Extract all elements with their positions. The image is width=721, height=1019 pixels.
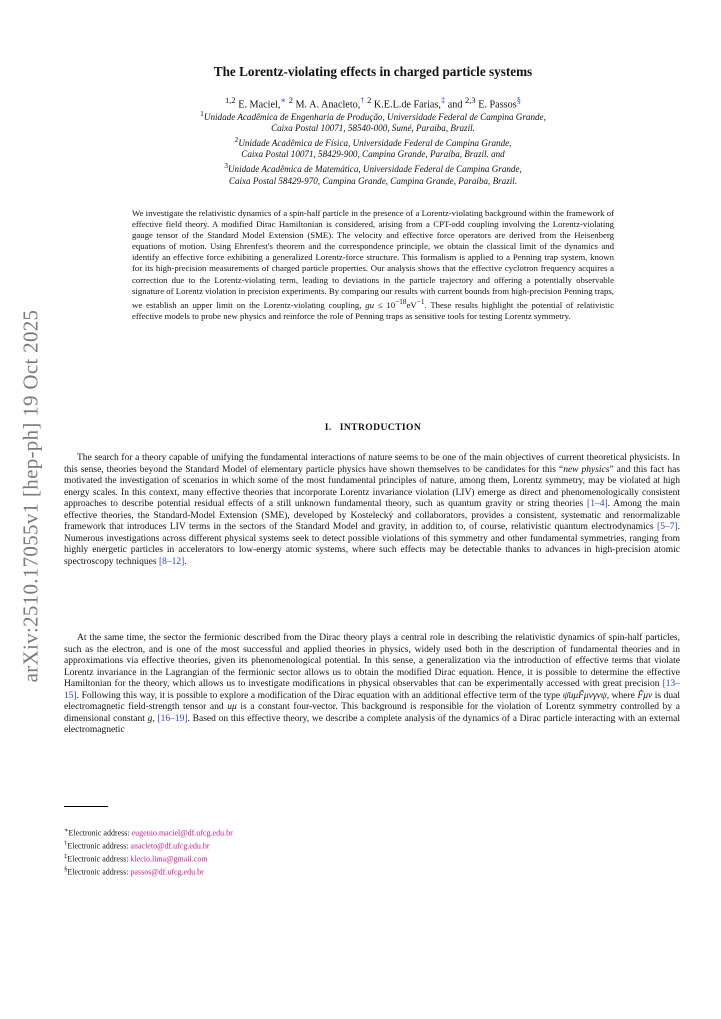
math-term: uμ bbox=[227, 702, 237, 713]
affil-sup: 2,3 bbox=[465, 95, 476, 105]
math-coupling: gu bbox=[365, 299, 374, 310]
footnote-rule bbox=[64, 806, 108, 807]
citation-link[interactable]: [1–4] bbox=[587, 499, 608, 510]
intro-paragraph-1: The search for a theory capable of unifying the fundamental interactions of nature seems to be one of the main objectives of current theoretical physicists. In this sense, theories beyond the Standard Model of elementary particle physics have shown themselves to be candidates for this “new physics” and this fact has motivated the investigation of scenarios in which some of the most fundamental principles of nature, among them, Lorentz symmetry, may be violated at high energy scales. In this context, many effective theories that incorporate Lorentz invariance violation (LIV) emerge as direct and phenomenologically consistent approaches to describe potential residual effects of a still unknown fundamental theory, such as quantum gravity or string theories [1–4]. Among the main effective theories, the Standard-Model Extension (SME), developed by Kostelecký and collaborators, provides a consistent, systematic and renormalizable framework that introduces LIV terms in the sectors of the Standard Model and gravity, in addition to, of course, relativistic quantum electrodynamics [5–7]. Numerous investigations across different physical systems seek to detect possible violations of this symmetry and other fundamental symmetries, ranging from highly energetic particles in accelerators to low-energy atomic systems, where such effects may be detectable thanks to advances in high-precision atomic spectroscopy techniques [8–12]. bbox=[64, 453, 680, 567]
affiliations bbox=[110, 108, 636, 187]
footnote-link[interactable]: † bbox=[360, 95, 365, 105]
affiliation-address: Caixa Postal 10071, 58540-000, Sumé, Paraíba, Brazil. bbox=[271, 123, 475, 134]
email-link[interactable]: eugenio.maciel@df.ufcg.edu.br bbox=[131, 828, 233, 838]
footnote: †Electronic address: anacleto@df.ufcg.edu.br bbox=[64, 839, 210, 851]
citation-link[interactable]: [16–19] bbox=[157, 713, 188, 724]
abstract: We investigate the relativistic dynamics of a spin-half particle in the presence of a Lorentz-violating background within the framework of effective field theory. A modified Dirac Hamiltonian is considered, arising from a CPT-odd coupling involving the Lorentz-violating gauge tensor of the Standard Model Extension (SME). The velocity and effective force operators are derived from the Heisenberg equations of motion. Using Ehrenfest's theorem and the correspondence principle, we obtain the classical limit of the dynamics and identify an effective force exhibiting a generalized Lorentz-force structure. This formalism is applied to a Penning trap system, known for its high-precision measurements of charged particle properties. Our analysis shows that the effective cyclotron frequency acquires a correction due to the Lorentz-violating term, leading to deviations in the particle trajectory and offering a potentially observable signature of Lorentz violation in precision experiments. By comparing our results with current bounds from high-precision Penning traps, we establish an upper limit on the Lorentz-violating coupling, gu ≤ $10^{-18}eV^{-1}$. These results highlight the potential of relativistic effective models to probe new physics and reinforce the role of Penning traps as sensitive tools for testing Lorentz symmetry. bbox=[132, 208, 614, 321]
and-word: and bbox=[447, 99, 463, 111]
author-name: K.E.L.de Farias, bbox=[373, 99, 441, 111]
math-term: ψ̄uμF̃μνγνψ bbox=[562, 690, 607, 701]
section-heading bbox=[90, 422, 656, 433]
citation-link[interactable]: [13–15] bbox=[64, 679, 680, 701]
math-term: F̃μν bbox=[637, 690, 653, 701]
footnote: §Electronic address: passos@df.ufcg.edu.br bbox=[64, 865, 204, 877]
affiliation: $^2$Unidade Acadêmica de Física, Universidade Federal de Campina Grande, bbox=[234, 135, 512, 149]
math-term: g bbox=[147, 713, 153, 724]
section-number: I. bbox=[324, 422, 332, 433]
author-name: E. Passos bbox=[478, 99, 517, 111]
footnote-link[interactable]: § bbox=[516, 95, 521, 105]
affiliation: $^1$Unidade Acadêmica de Engenharia de Produção, Universidade Federal de Campina Grande, bbox=[200, 109, 546, 123]
arxiv-identifier: arXiv:2510.17055v1 [hep-ph] 19 Oct 2025 bbox=[18, 309, 43, 683]
affil-sup: 2 bbox=[367, 95, 372, 105]
affil-sup: 1,2 bbox=[225, 95, 236, 105]
footnote-link[interactable]: ∗ bbox=[280, 95, 287, 105]
intro-paragraph-2: At the same time, the sector the fermionic described from the Dirac theory plays a central role in describing the relativistic dynamics of spin-half particles, such as the electron, and is one of the most successful and applied theories in physics, widely used both in the description of fundamental theories and in approximations via effective theories, given its phenomenological potential. In this sense, a generalization via the introduction of effective terms that violate Lorentz invariance in the Lagrangian of the fermionic sector allows us to obtain the modified Dirac equation. Hence, it is possible to determine the effective Hamiltonian for the theory, which allows us to investigate modifications in physical observables that can be experimentally accessed with great precision [13–15]. Following this way, it is possible to explore a modification of the Dirac equation with an additional effective term of the type ψ̄uμF̃μνγνψ, where F̃μν is dual electromagnetic field-strength tensor and uμ is a constant four-vector. This background is responsible for the violation of Lorentz symmetry controlled by a dimensional constant g, [16–19]. Based on this effective theory, we describe a complete analysis of the dynamics of a Dirac particle interacting with an external electromagnetic bbox=[64, 633, 681, 736]
author-name: M. A. Anacleto, bbox=[295, 99, 361, 111]
footnotes bbox=[64, 826, 233, 878]
paper-title: The Lorentz-violating effects in charged particle systems bbox=[213, 64, 533, 79]
section-title: INTRODUCTION bbox=[339, 422, 422, 433]
arxiv-sidebar-stamp bbox=[14, 296, 48, 696]
footnote-link[interactable]: ‡ bbox=[440, 95, 446, 105]
affiliation: $^3$Unidade Acadêmica de Matemática, Universidade Federal de Campina Grande, bbox=[224, 161, 522, 175]
affiliation-address: Caixa Postal 10071, 58429-900, Campina Grande, Paraíba, Brazil. and bbox=[241, 149, 505, 160]
footnote: ‡Electronic address: klecio.lima@gmail.com bbox=[64, 852, 208, 864]
citation-link[interactable]: [5–7] bbox=[657, 522, 678, 533]
affiliation-address: Caixa Postal 58429-970, Campina Grande, Campina Grande, Paraíba, Brazil. bbox=[228, 175, 518, 186]
citation-link[interactable]: [8–12] bbox=[158, 556, 185, 567]
email-link[interactable]: anacleto@df.ufcg.edu.br bbox=[130, 841, 210, 851]
email-link[interactable]: klecio.lima@gmail.com bbox=[130, 854, 208, 864]
emphasis: new physics bbox=[563, 464, 610, 475]
email-link[interactable]: passos@df.ufcg.edu.br bbox=[130, 867, 204, 877]
author-name: E. Maciel, bbox=[238, 99, 281, 111]
footnote: ∗Electronic address: eugenio.maciel@df.ufcg.edu.br bbox=[64, 827, 233, 838]
affil-sup: 2 bbox=[288, 95, 293, 105]
